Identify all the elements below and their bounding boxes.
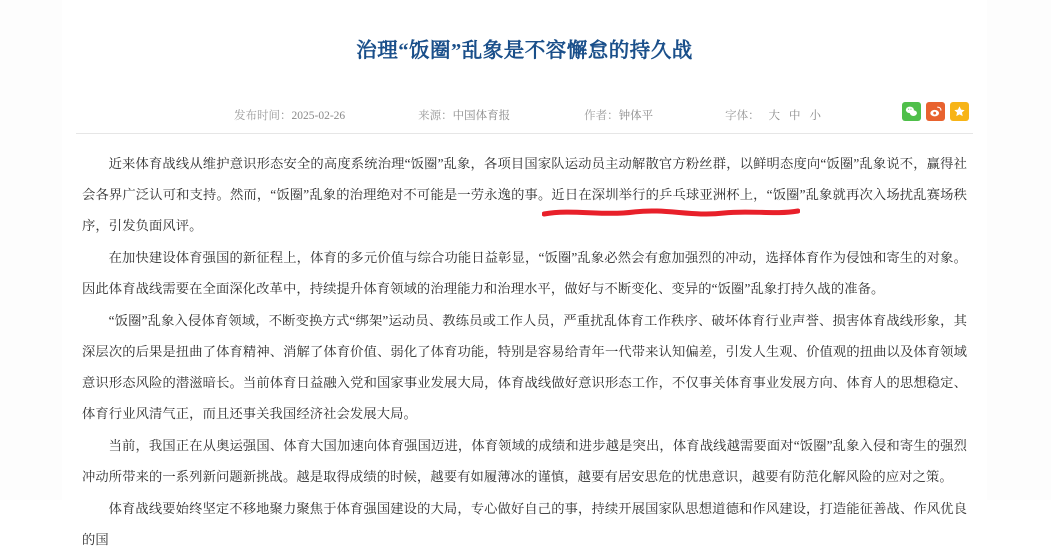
source [418,107,510,123]
font-size-options [769,107,822,123]
source-label: 来源： [418,110,453,122]
weibo-share-icon[interactable] [926,102,945,121]
paragraph: 近来体育战线从维护意识形态安全的高度系统治理“饭圈”乱象，各项目国家队运动员主动解散官方粉丝群，以鲜明态度向“饭圈”乱象说不，赢得社会各界广泛认可和支持。然而，“饭圈”乱象的治理绝对不可能是一劳永逸的事。近日在深圳举行的乒乓球亚洲杯上，“饭圈”乱象就再次入场扰乱赛场秩序，引发负面风评。 [82,156,967,233]
page-title: 治理“饭圈”乱象是不容懈怠的持久战 [356,40,693,62]
paragraph: “饭圈”乱象入侵体育领域，不断变换方式“绑架”运动员、教练员或工作人员，严重扰乱体育工作秩序、破坏体育行业声誉、损害体育战线形象，其深层次的后果是扭曲了体育精神、消解了体育价值、弱化了体育功能，特别是容易给青年一代带来认知偏差，引发人生观、价值观的扭曲以及体育领域意识形态风险的潜滋暗长。当前体育日益融入党和国家事业发展大局，体育战线做好意识形态工作，不仅事关体育事业发展方向、体育人的思想稳定、体育行业风清气正，而且还事关我国经济社会发展大局。 [82,313,967,421]
publish-time-label: 发布时间： [234,110,292,122]
font-size-medium[interactable]: 中 [789,110,801,122]
paragraph: 在加快建设体育强国的新征程上，体育的多元价值与综合功能日益彰显，“饭圈”乱象必然会有愈加强烈的冲动，选择体育作为侵蚀和寄生的对象。因此体育战线需要在全面深化改革中，持续提升体育领域的治理能力和治理水平，做好与不断变化、变异的“饭圈”乱象打持久战的准备。 [82,250,967,296]
author [584,107,653,123]
publish-time-value: 2025-02-26 [291,110,346,122]
font-size-control [725,107,821,123]
wechat-share-icon[interactable] [902,102,921,121]
publish-time [234,107,345,123]
article-body [62,134,987,555]
share-icon-group [902,102,969,121]
font-size-label: 字体： [725,110,760,122]
author-label: 作者： [584,110,619,122]
font-size-large[interactable]: 大 [768,110,781,122]
author-value: 钟体平 [618,110,654,122]
paragraph: 当前，我国正在从奥运强国、体育大国加速向体育强国迈进，体育领域的成绩和进步越是突出，体育战线越需要面对“饭圈”乱象入侵和寄生的强烈冲动所带来的一系列新问题新挑战。越是取得成绩的时候，越要有如履薄冰的谨慎，越要有居安思危的忧患意识，越要有防范化解风险的应对之策。 [82,438,967,484]
article-container [62,0,987,547]
qzone-share-icon[interactable] [950,102,969,121]
article-meta [62,97,987,133]
font-size-small[interactable]: 小 [809,110,822,122]
source-value: 中国体育报 [452,110,511,122]
paragraph: 体育战线要始终坚定不移地聚力聚焦于体育强国建设的大局，专心做好自己的事，持续开展国家队思想道德和作风建设，打造能征善战、作风优良的国 [82,501,967,547]
